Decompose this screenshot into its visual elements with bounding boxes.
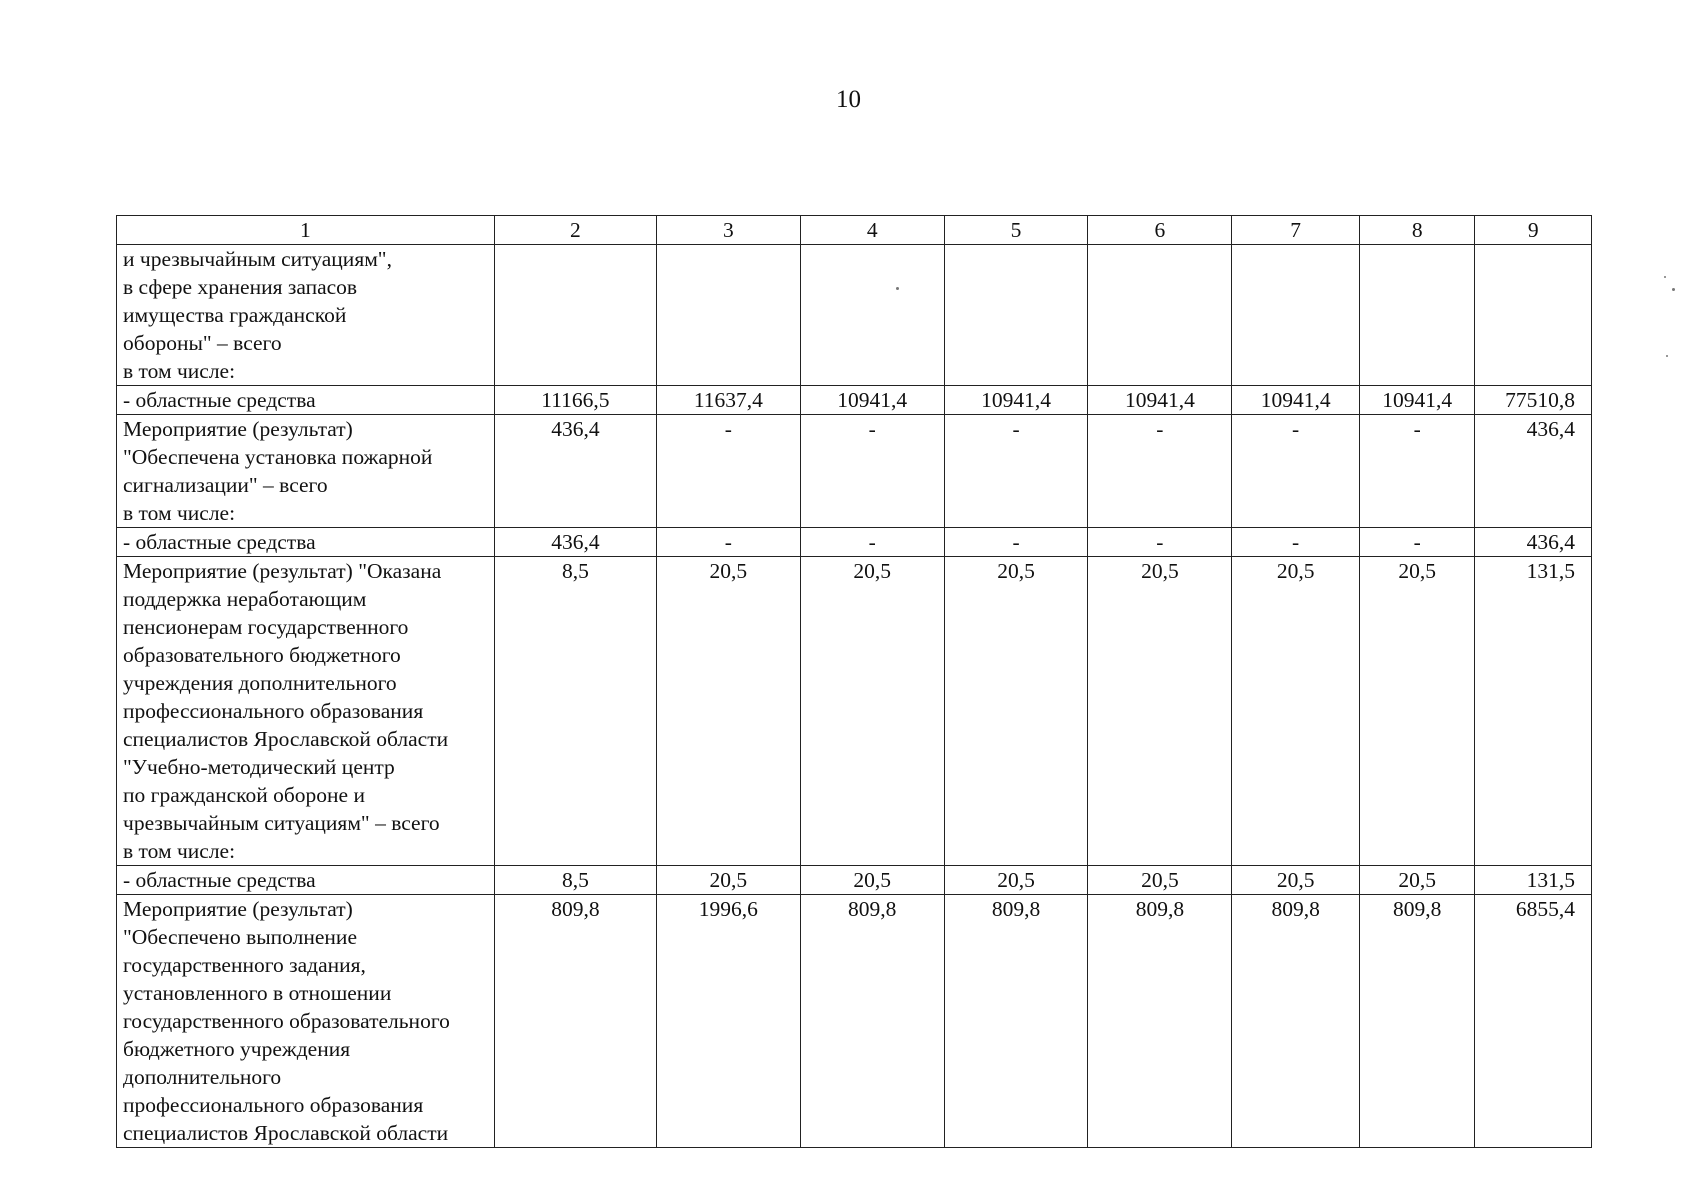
value-cell: 10941,4 (1088, 386, 1232, 415)
value-cell: - (1088, 415, 1232, 528)
scan-speck (1664, 276, 1666, 278)
header-col-4: 4 (800, 216, 944, 245)
total-cell: 436,4 (1475, 415, 1592, 528)
value-cell (1359, 245, 1474, 386)
table-row (117, 866, 1592, 895)
value-cell: - (1232, 415, 1360, 528)
header-col-1: 1 (117, 216, 495, 245)
table-row (117, 245, 1592, 386)
value-cell: 8,5 (494, 866, 656, 895)
header-col-3: 3 (656, 216, 800, 245)
value-cell: 809,8 (1088, 895, 1232, 1148)
value-cell: 809,8 (944, 895, 1088, 1148)
header-row (117, 216, 1592, 245)
scan-speck (1666, 355, 1668, 357)
total-cell (1475, 245, 1592, 386)
value-cell: 20,5 (656, 557, 800, 866)
value-cell: - (656, 528, 800, 557)
row-name: и чрезвычайным ситуациям", в сфере хранения запасов имущества гражданской обороны" – всего в том числе: (117, 245, 495, 386)
total-cell: 131,5 (1475, 866, 1592, 895)
value-cell: 11166,5 (494, 386, 656, 415)
value-cell: - (800, 528, 944, 557)
scan-speck (1672, 288, 1675, 291)
row-name: - областные средства (117, 386, 495, 415)
value-cell: 20,5 (1088, 866, 1232, 895)
value-cell: 10941,4 (944, 386, 1088, 415)
value-cell: 809,8 (800, 895, 944, 1148)
table-row (117, 415, 1592, 528)
value-cell: 20,5 (1088, 557, 1232, 866)
scan-speck (896, 287, 899, 290)
header-col-5: 5 (944, 216, 1088, 245)
total-cell: 131,5 (1475, 557, 1592, 866)
value-cell: - (1232, 528, 1360, 557)
value-cell (1232, 245, 1360, 386)
value-cell: 20,5 (944, 866, 1088, 895)
budget-table (116, 215, 1592, 1148)
table-row (117, 528, 1592, 557)
value-cell: 10941,4 (1359, 386, 1474, 415)
value-cell: 20,5 (944, 557, 1088, 866)
row-name: - областные средства (117, 528, 495, 557)
total-cell: 436,4 (1475, 528, 1592, 557)
value-cell: - (656, 415, 800, 528)
value-cell (494, 245, 656, 386)
value-cell: - (1359, 528, 1474, 557)
value-cell (944, 245, 1088, 386)
value-cell: 809,8 (494, 895, 656, 1148)
value-cell: 436,4 (494, 415, 656, 528)
total-cell: 77510,8 (1475, 386, 1592, 415)
value-cell: - (944, 528, 1088, 557)
value-cell: 1996,6 (656, 895, 800, 1148)
value-cell: 20,5 (1359, 557, 1474, 866)
value-cell: 809,8 (1359, 895, 1474, 1148)
value-cell: - (1359, 415, 1474, 528)
row-name: - областные средства (117, 866, 495, 895)
value-cell: 20,5 (800, 866, 944, 895)
value-cell: 11637,4 (656, 386, 800, 415)
table-row (117, 557, 1592, 866)
value-cell (1088, 245, 1232, 386)
value-cell: 20,5 (656, 866, 800, 895)
page-number: 10 (836, 86, 861, 113)
value-cell: - (1088, 528, 1232, 557)
value-cell: - (800, 415, 944, 528)
header-col-6: 6 (1088, 216, 1232, 245)
table-header (117, 216, 1592, 245)
table-row (117, 386, 1592, 415)
value-cell: - (944, 415, 1088, 528)
value-cell: 809,8 (1232, 895, 1360, 1148)
row-name: Мероприятие (результат) "Оказана поддержка неработающим пенсионерам государственного образовательного бюджетного учреждения дополнительного профессионального образования специалистов Ярославской области "Учебно-методический центр по гражданской обороне и чрезвычайным ситуациям" – всего в том числе: (117, 557, 495, 866)
table-row (117, 895, 1592, 1148)
value-cell (656, 245, 800, 386)
header-col-2: 2 (494, 216, 656, 245)
total-cell: 6855,4 (1475, 895, 1592, 1148)
header-col-9: 9 (1475, 216, 1592, 245)
header-col-7: 7 (1232, 216, 1360, 245)
value-cell: 20,5 (1232, 557, 1360, 866)
row-name: Мероприятие (результат) "Обеспечена установка пожарной сигнализации" – всего в том числе: (117, 415, 495, 528)
value-cell: 10941,4 (800, 386, 944, 415)
value-cell (800, 245, 944, 386)
header-col-8: 8 (1359, 216, 1474, 245)
value-cell: 8,5 (494, 557, 656, 866)
value-cell: 436,4 (494, 528, 656, 557)
row-name: Мероприятие (результат) "Обеспечено выполнение государственного задания, установленного в отношении государственного образовательного бюджетного учреждения дополнительного профессионального образования специалистов Ярославской области (117, 895, 495, 1148)
value-cell: 10941,4 (1232, 386, 1360, 415)
value-cell: 20,5 (1232, 866, 1360, 895)
value-cell: 20,5 (800, 557, 944, 866)
value-cell: 20,5 (1359, 866, 1474, 895)
